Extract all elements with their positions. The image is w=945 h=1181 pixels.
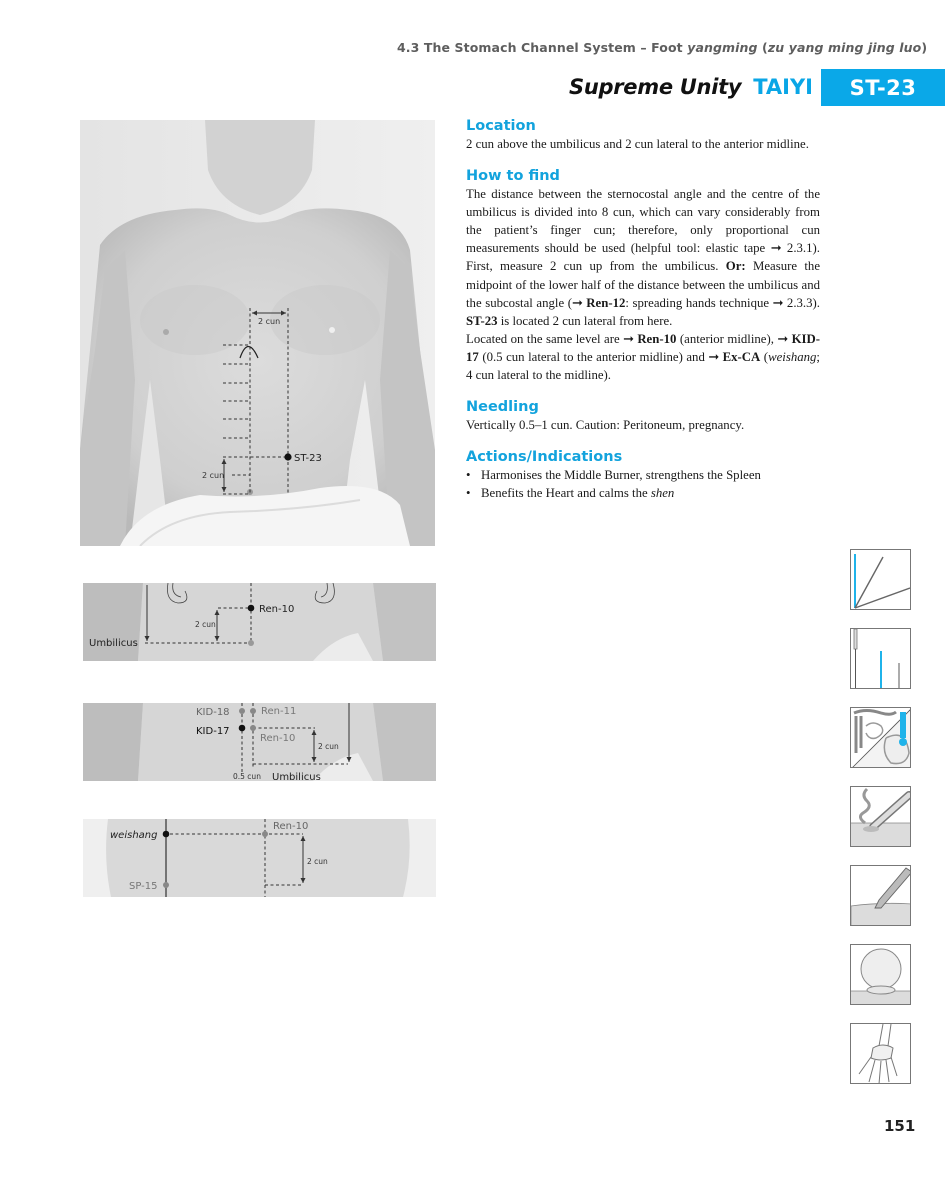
main-2cun-top-label: 2 cun <box>258 317 281 326</box>
action-text: Benefits the Heart and calms the <box>481 486 651 501</box>
moxibustion-icon <box>850 786 911 847</box>
bleeding-lancet-icon <box>850 865 911 926</box>
text-run: : spreading hands technique ➞ 2.3.3). <box>625 295 820 310</box>
xref-kid-17[interactable]: KID-17 <box>466 331 820 364</box>
shen-term: shen <box>650 486 675 501</box>
umbilicus-label: Umbilicus <box>89 638 138 649</box>
main-2cun-side-label: 2 cun <box>202 471 225 480</box>
running-head-mid: ( <box>757 40 768 55</box>
organ-caution-icon <box>850 707 911 768</box>
text-run: ; 4 cun lateral to the midline). <box>466 349 820 383</box>
text-run: is located 2 cun lateral from here. <box>497 313 673 328</box>
how-to-find-text <box>466 185 820 330</box>
text-run: (anterior midline), ➞ <box>676 331 792 346</box>
page-number: 151 <box>884 1117 916 1135</box>
action-item <box>466 484 820 502</box>
location-heading: Location <box>466 118 536 134</box>
fig3-05cun-label: 0.5 cun <box>233 772 261 781</box>
point-ref-st-23: ST-23 <box>466 313 498 328</box>
same-level-text <box>466 330 820 384</box>
weishang-term: weishang <box>768 349 817 364</box>
cupping-icon <box>850 944 911 1005</box>
needle-depth-icon <box>850 628 911 689</box>
running-head-prefix: 4.3 The Stomach Channel System – Foot <box>397 40 688 55</box>
running-head-suffix: ) <box>921 40 928 55</box>
fig2-2cun-label: 2 cun <box>195 620 216 629</box>
fig3-2cun-label: 2 cun <box>318 742 339 751</box>
text-run: (0.5 cun lateral to the anterior midline) and ➞ <box>478 349 723 364</box>
hand-skeleton-icon <box>850 1023 911 1084</box>
needle-angles-icon <box>850 549 911 610</box>
fig3-umbilicus-label: Umbilicus <box>272 772 321 781</box>
running-head-italic: yangming <box>687 40 758 55</box>
running-head-italic: zu yang ming jing luo <box>767 40 922 55</box>
running-head <box>397 40 928 55</box>
xref-ex-ca[interactable]: Ex-CA <box>722 349 761 364</box>
weishang-label: weishang <box>110 830 158 841</box>
kid17-label: KID-17 <box>196 726 230 737</box>
point-code-badge <box>821 69 945 106</box>
point-code: ST-23 <box>849 75 917 100</box>
actions-heading: Actions/Indications <box>466 449 623 466</box>
location-text: 2 cun above the umbilicus and 2 cun lateral to the anterior midline. <box>466 137 809 151</box>
text-run: Located on the same level are ➞ <box>466 331 638 346</box>
point-name-english: Supreme Unity <box>569 75 742 99</box>
abdomen-weishang-figure <box>83 819 436 897</box>
fig4-2cun-label: 2 cun <box>307 857 328 866</box>
ren10-label: Ren-10 <box>259 604 295 615</box>
st23-point-label: ST-23 <box>294 453 322 464</box>
needling-text: Vertically 0.5–1 cun. Caution: Peritoneum, pregnancy. <box>466 418 745 433</box>
text-run: The distance between the sternocostal angle and the centre of the umbilicus is divided into 8 cun, which can vary considerably from the patient’s finger cun; therefore, only proportional cun measurements should be used (helpful tool: elastic tape ➞ 2.3.1). First, measure 2 cun up from the umbilicus. <box>466 187 820 274</box>
xref-ren-12[interactable]: Ren-12 <box>586 295 626 310</box>
kid18-label: KID-18 <box>196 707 230 718</box>
or-label: Or: <box>725 259 746 274</box>
abdomen-ren10-figure <box>83 583 436 661</box>
torso-photo-figure <box>80 120 435 546</box>
text-run: Measure the midpoint of the lower half of the distance between the umbilicus and the subcostal angle (➞ <box>466 259 820 310</box>
fig4-ren10-label: Ren-10 <box>273 821 309 832</box>
action-item <box>466 466 820 484</box>
needling-heading: Needling <box>466 399 539 416</box>
abdomen-kid17-figure <box>83 703 436 781</box>
point-title <box>569 75 813 99</box>
how-to-find-heading: How to find <box>466 168 560 185</box>
action-text: Harmonises the Middle Burner, strengthens the Spleen <box>481 468 761 483</box>
text-column <box>466 117 820 502</box>
text-run: ( <box>760 349 769 364</box>
xref-ren-10[interactable]: Ren-10 <box>637 331 677 346</box>
sp15-label: SP-15 <box>129 881 158 892</box>
actions-list <box>466 466 820 502</box>
fig3-ren10-label: Ren-10 <box>260 733 296 744</box>
point-name-pinyin: TAIYI <box>753 75 813 99</box>
ren11-label: Ren-11 <box>261 706 297 717</box>
